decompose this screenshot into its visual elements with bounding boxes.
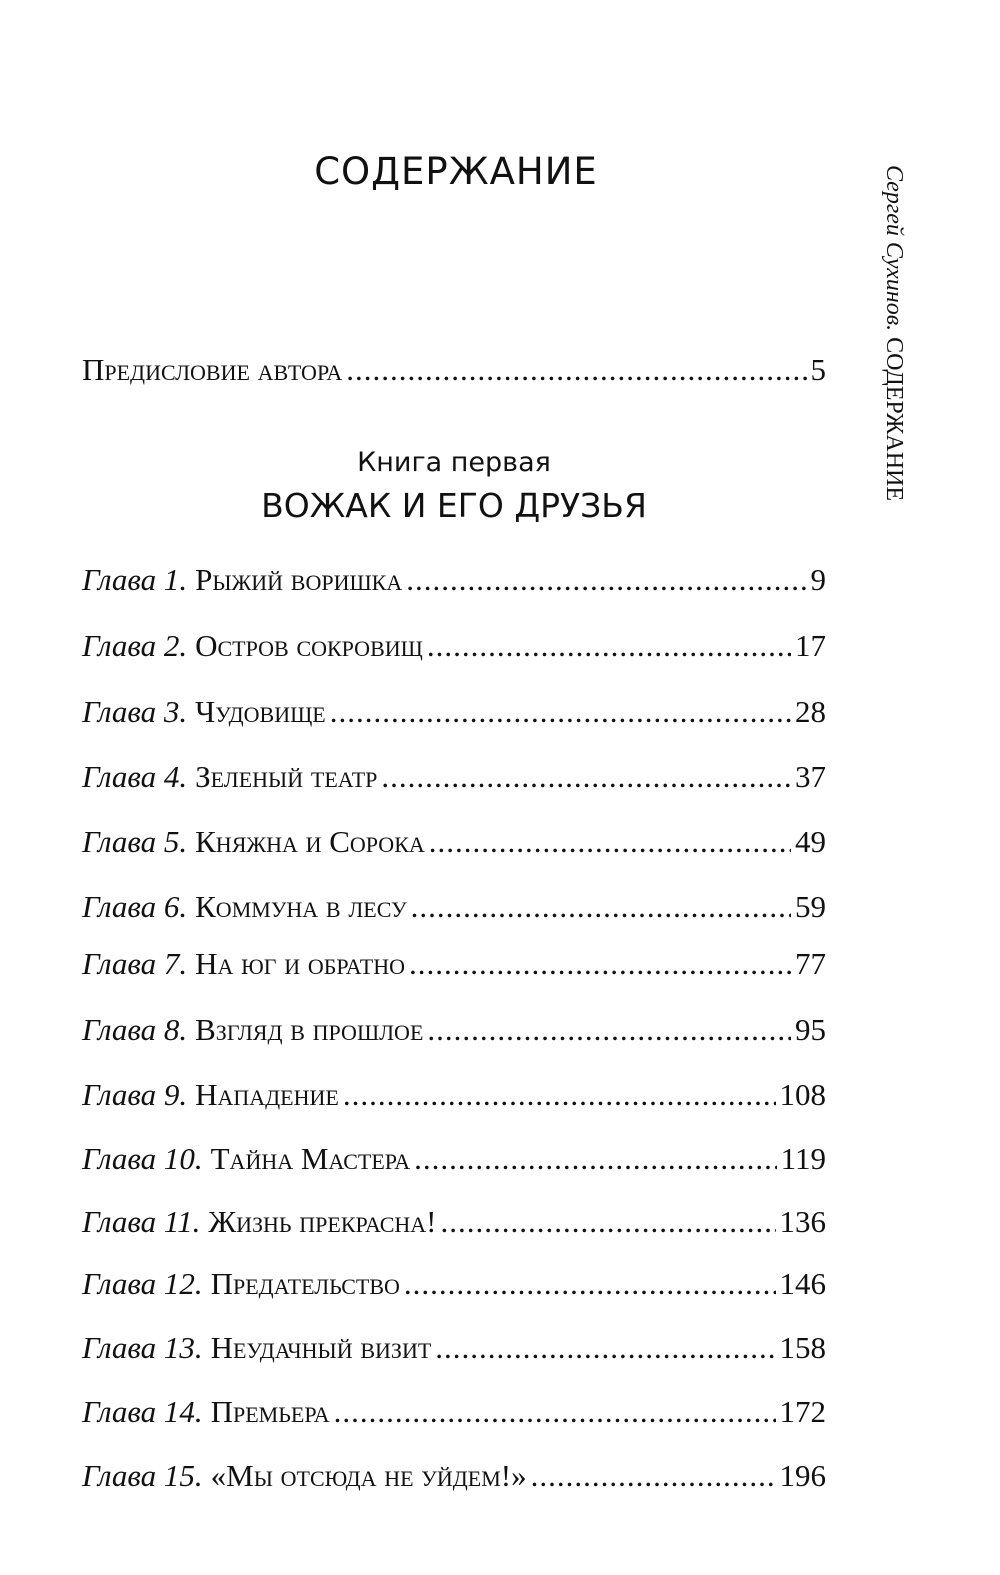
- dot-leader: [414, 1139, 777, 1179]
- toc-entry-page: 5: [810, 352, 826, 387]
- toc-entry-title: На юг и обратно: [195, 946, 405, 981]
- toc-entry-page: 28: [795, 694, 826, 729]
- toc-entry-page: 158: [779, 1330, 826, 1365]
- toc-entry-title: Неудачный визит: [210, 1330, 432, 1365]
- dot-leader: [346, 350, 806, 390]
- page-title: СОДЕРЖАНИЕ: [314, 150, 598, 193]
- toc-entry-title: Жизнь прекрасна!: [208, 1204, 437, 1239]
- book-title: ВОЖАК И ЕГО ДРУЗЬЯ: [261, 486, 647, 525]
- toc-entry-title: Княжна и Сорока: [195, 824, 425, 859]
- toc-entry-prefix: Глава 6.: [82, 889, 188, 924]
- toc-entry-chapter-12[interactable]: [82, 1264, 826, 1304]
- toc-entry-page: 136: [779, 1204, 826, 1239]
- toc-entry-prefix: Глава 9.: [82, 1077, 188, 1112]
- toc-entry-prefix: Глава 11.: [82, 1204, 201, 1239]
- dot-leader: [427, 626, 791, 666]
- dot-leader: [429, 822, 791, 862]
- toc-entry-prefix: Глава 3.: [82, 694, 188, 729]
- toc-entry-page: 146: [779, 1266, 826, 1301]
- dot-leader: [409, 944, 791, 984]
- toc-entry-prefix: Глава 7.: [82, 946, 188, 981]
- toc-entry-prefix: Глава 12.: [82, 1266, 203, 1301]
- toc-entry-chapter-5[interactable]: [82, 822, 826, 862]
- toc-entry-prefix: Глава 13.: [82, 1330, 203, 1365]
- toc-entry-chapter-9[interactable]: [82, 1075, 826, 1115]
- toc-entry-chapter-3[interactable]: [82, 692, 826, 732]
- toc-entry-page: 108: [779, 1077, 826, 1112]
- dot-leader: [334, 1392, 776, 1432]
- toc-entry-page: 77: [795, 946, 826, 981]
- toc-entry-title: Предисловие автора: [82, 352, 343, 387]
- toc-entry-title: Премьера: [210, 1394, 330, 1429]
- toc-entry-page: 95: [795, 1012, 826, 1047]
- toc-entry-page: 9: [810, 562, 826, 597]
- dot-leader: [343, 1075, 776, 1115]
- toc-entry-title: Тайна Мастера: [210, 1141, 411, 1176]
- toc-entry-page: 196: [779, 1458, 826, 1493]
- toc-entry-chapter-13[interactable]: [82, 1328, 826, 1368]
- toc-entry-chapter-1[interactable]: [82, 560, 826, 600]
- dot-leader: [531, 1456, 776, 1496]
- toc-entry-page: 37: [795, 759, 826, 794]
- dot-leader: [406, 560, 806, 600]
- toc-entry-chapter-14[interactable]: [82, 1392, 826, 1432]
- toc-entry-prefix: Глава 14.: [82, 1394, 203, 1429]
- toc-entry-title: Предательство: [210, 1266, 400, 1301]
- toc-entry-title: Коммуна в лесу: [195, 889, 407, 924]
- toc-entry-page: 172: [779, 1394, 826, 1429]
- dot-leader: [411, 887, 791, 927]
- toc-entry-title: Нападение: [195, 1077, 339, 1112]
- toc-entry-prefix: Глава 1.: [82, 562, 188, 597]
- running-header: [867, 165, 907, 565]
- toc-entry-page: 49: [795, 824, 826, 859]
- toc-entry-prefix: Глава 5.: [82, 824, 188, 859]
- toc-entry-title: Чудовище: [195, 694, 326, 729]
- toc-entry-prefix: Глава 15.: [82, 1458, 203, 1493]
- toc-entry-title: Взгляд в прошлое: [195, 1012, 424, 1047]
- toc-entry-prefix: Глава 2.: [82, 628, 188, 663]
- toc-entry-title: Рыжий воришка: [195, 562, 403, 597]
- toc-entry-page: 119: [780, 1141, 826, 1176]
- dot-leader: [441, 1202, 776, 1242]
- toc-entry-chapter-4[interactable]: [82, 757, 826, 797]
- toc-entry-chapter-8[interactable]: [82, 1010, 826, 1050]
- running-header-author: Сергей Сухинов.: [881, 165, 907, 332]
- toc-entry-prefix: Глава 10.: [82, 1141, 203, 1176]
- book-label: Книга первая: [357, 447, 551, 478]
- running-header-section: СОДЕРЖАНИЕ: [881, 337, 907, 502]
- toc-entry-page: 17: [795, 628, 826, 663]
- dot-leader: [435, 1328, 775, 1368]
- toc-entry-chapter-15[interactable]: [82, 1456, 826, 1496]
- toc-entry-title: Зеленый театр: [195, 759, 378, 794]
- toc-entry-preface[interactable]: [82, 350, 826, 390]
- toc-entry-chapter-7[interactable]: [82, 944, 826, 984]
- dot-leader: [427, 1010, 791, 1050]
- dot-leader: [381, 757, 791, 797]
- toc-entry-chapter-2[interactable]: [82, 626, 826, 666]
- toc-entry-chapter-10[interactable]: [82, 1139, 826, 1179]
- toc-entry-title: Остров сокровищ: [195, 628, 423, 663]
- toc-entry-page: 59: [795, 889, 826, 924]
- toc-entry-chapter-11[interactable]: [82, 1202, 826, 1242]
- toc-entry-title: «Мы отсюда не уйдем!»: [210, 1458, 527, 1493]
- toc-entry-chapter-6[interactable]: [82, 887, 826, 927]
- toc-entry-prefix: Глава 4.: [82, 759, 188, 794]
- toc-entry-prefix: Глава 8.: [82, 1012, 188, 1047]
- dot-leader: [404, 1264, 776, 1304]
- dot-leader: [330, 692, 791, 732]
